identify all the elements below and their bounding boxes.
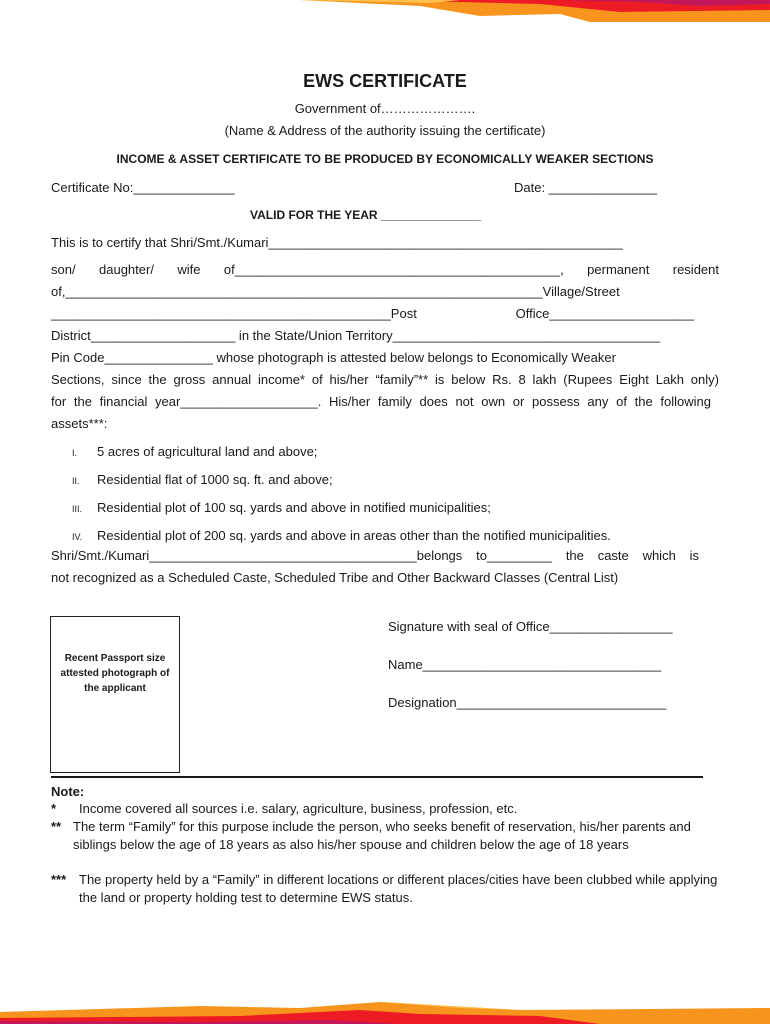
note-text: The property held by a “Family” in different locations or different places/cities have been clubbed while applying the land or property holding test to determine EWS status. <box>79 872 718 905</box>
list-item-number: II. <box>72 476 80 486</box>
list-item <box>72 528 611 545</box>
list-item-number: III. <box>72 504 83 514</box>
name-field: Name_________________________________ <box>388 657 662 672</box>
note-marker: *** <box>51 872 67 887</box>
note-marker: ** <box>51 819 62 834</box>
list-item <box>72 472 333 489</box>
note-marker: * <box>51 801 57 816</box>
photograph-box <box>50 616 180 773</box>
body-line-7: for the financial year___________________. His/her family does not own or possess any of the following <box>51 394 711 409</box>
designation-field: Designation_____________________________ <box>388 695 667 710</box>
list-item <box>72 444 317 461</box>
body-line-3: _______________________________________________Post Office____________________ <box>51 306 694 321</box>
certificate-no-field: Certificate No:______________ <box>51 180 235 195</box>
photograph-box-label: Recent Passport size attested photograph of the applicant <box>60 653 170 694</box>
list-item-number: IV. <box>72 532 83 542</box>
body-line-4: District____________________ in the State/Union Territory_____________________________________ <box>51 328 661 343</box>
document-title: EWS CERTIFICATE <box>303 71 467 91</box>
body-line-8: assets***: <box>51 416 108 431</box>
top-decorative-band <box>0 0 770 24</box>
list-item-text: 5 acres of agricultural land and above; <box>97 444 318 459</box>
note-heading: Note: <box>51 784 85 799</box>
list-item-text: Residential plot of 200 sq. yards and above in areas other than the notified municipalities. <box>97 528 611 543</box>
government-of-line: Government of…………………. <box>294 101 476 116</box>
caste-line-1: Shri/Smt./Kumari_____________________________________belongs to_________ the caste which is <box>51 548 699 563</box>
list-item <box>72 500 491 517</box>
body-line-2: of,__________________________________________________________________Village/Street <box>51 284 620 299</box>
certify-line: This is to certify that Shri/Smt./Kumari_________________________________________________ <box>51 235 623 250</box>
note-item <box>51 818 731 853</box>
list-item-text: Residential flat of 1000 sq. ft. and above; <box>97 472 333 487</box>
caste-line-2: not recognized as a Scheduled Caste, Scheduled Tribe and Other Backward Classes (Central List) <box>51 570 619 585</box>
list-item-text: Residential plot of 100 sq. yards and above in notified municipalities; <box>97 500 491 515</box>
issuing-authority-line: (Name & Address of the authority issuing the certificate) <box>224 123 546 138</box>
body-line-1: son/ daughter/ wife of_____________________________________________, permanent resident <box>51 262 719 277</box>
list-item-number: I. <box>72 448 78 458</box>
note-text: The term “Family” for this purpose include the person, who seeks benefit of reservation, his/her parents and siblings below the age of 18 years as also his/her spouse and children below the age of 18 years <box>73 819 691 852</box>
bottom-decorative-band <box>0 1000 770 1024</box>
body-line-6: Sections, since the gross annual income* of his/her “family”** is below Rs. 8 lakh (Rupees Eight Lakh only) <box>51 372 719 387</box>
note-item <box>51 800 731 818</box>
note-item <box>51 871 731 906</box>
certificate-subtitle: INCOME & ASSET CERTIFICATE TO BE PRODUCED BY ECONOMICALLY WEAKER SECTIONS <box>116 152 654 166</box>
body-line-5: Pin Code_______________ whose photograph is attested below belongs to Economically Weaker <box>51 350 616 365</box>
divider <box>51 776 703 778</box>
signature-seal-field: Signature with seal of Office_________________ <box>388 619 673 634</box>
note-text: Income covered all sources i.e. salary, agriculture, business, profession, etc. <box>79 801 518 816</box>
valid-for-year-field: VALID FOR THE YEAR _______________ <box>250 208 482 222</box>
date-field: Date: _______________ <box>514 180 658 195</box>
